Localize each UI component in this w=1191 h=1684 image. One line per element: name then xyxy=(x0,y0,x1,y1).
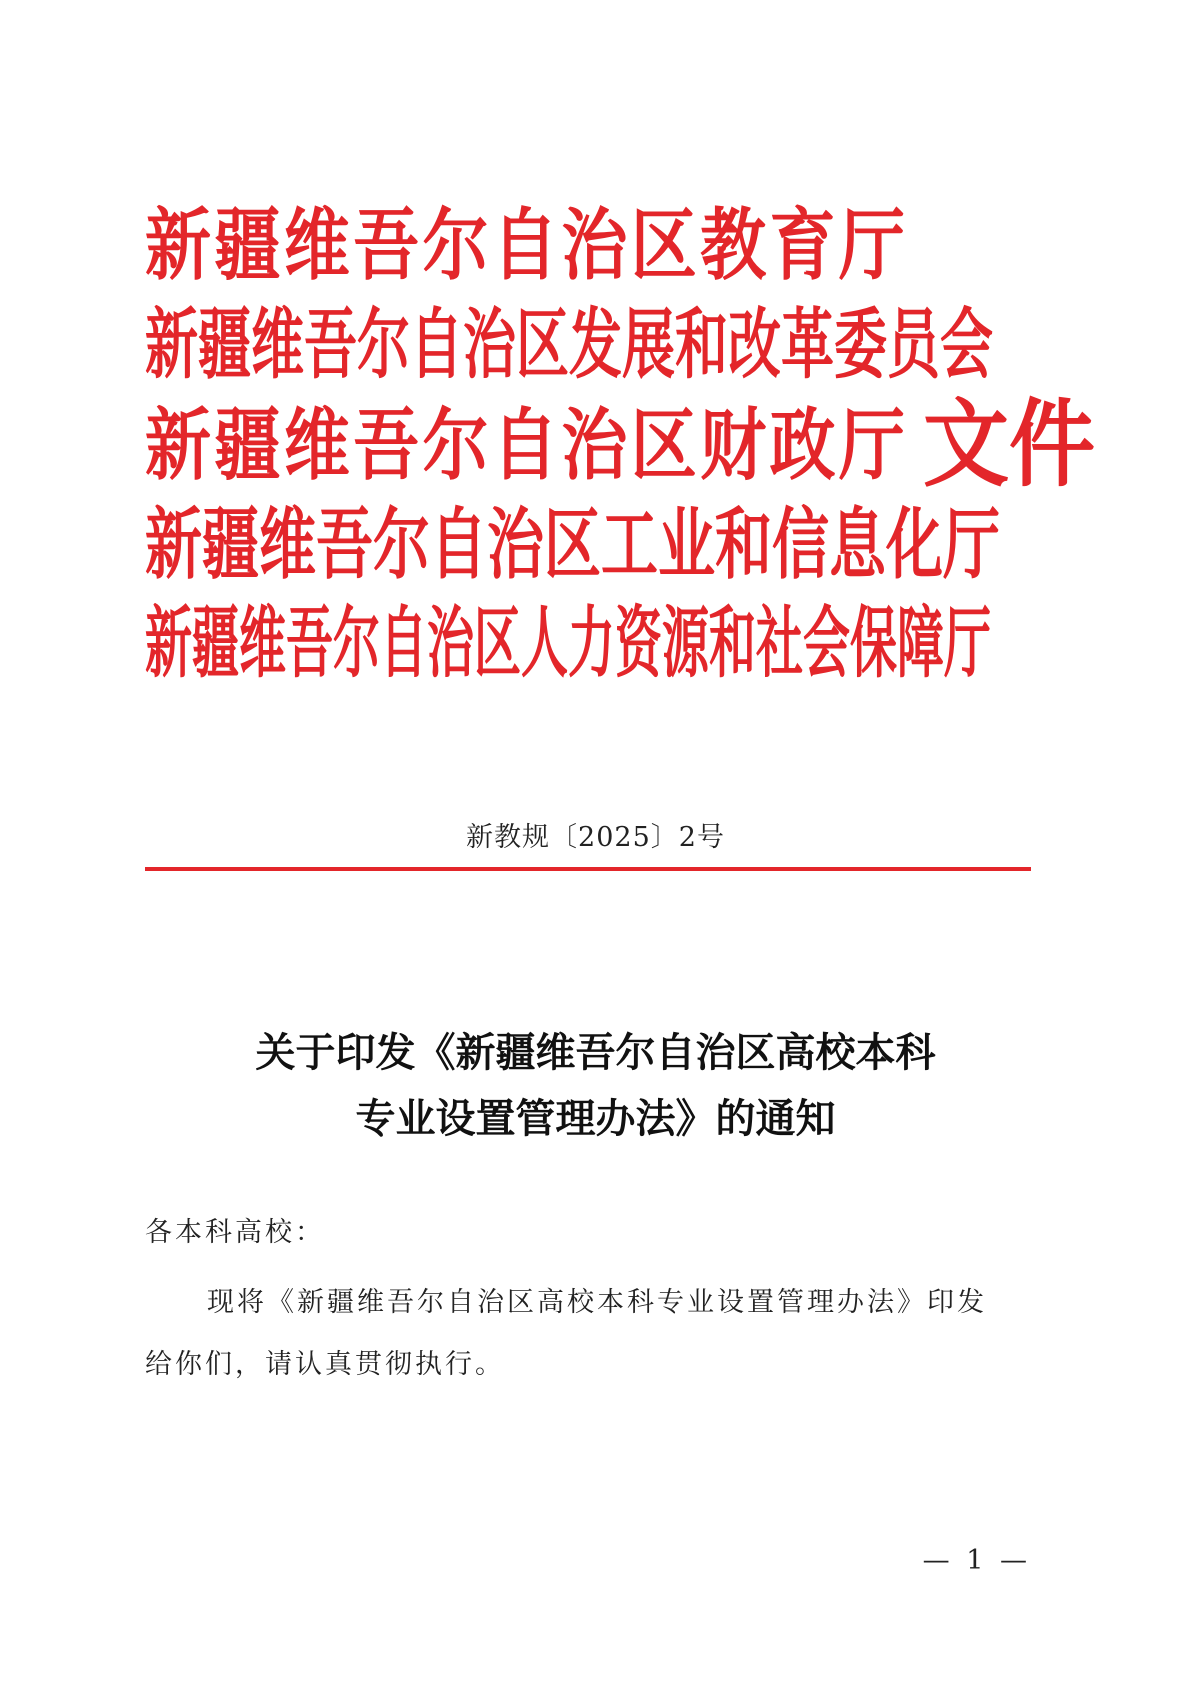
masthead-character: 和 xyxy=(709,599,756,690)
masthead-character: 育 xyxy=(769,198,836,292)
masthead-character: 区 xyxy=(630,398,697,492)
masthead-character: 息 xyxy=(829,498,886,590)
masthead-character: 政 xyxy=(769,398,836,492)
masthead-character: 障 xyxy=(897,599,944,690)
masthead-character: 尔 xyxy=(357,300,410,390)
masthead-character: 人 xyxy=(521,599,568,690)
masthead-character: 新 xyxy=(145,498,202,590)
masthead-character: 教 xyxy=(700,198,767,292)
masthead-character: 资 xyxy=(615,599,662,690)
salutation: 各本科高校： xyxy=(145,1217,325,1248)
masthead-character: 自 xyxy=(491,398,558,492)
masthead-document-suffix xyxy=(923,388,1095,500)
masthead-character: 治 xyxy=(427,599,474,690)
masthead-character: 件 xyxy=(1009,388,1095,500)
title-line-2: 专业设置管理办法》的通知 xyxy=(355,1095,836,1142)
masthead-character: 新 xyxy=(145,599,192,690)
masthead-character: 和 xyxy=(715,498,772,590)
masthead-character: 文 xyxy=(923,388,1009,500)
masthead-character: 员 xyxy=(887,300,940,390)
masthead-character: 自 xyxy=(430,498,487,590)
masthead-character: 展 xyxy=(622,300,675,390)
masthead-character: 保 xyxy=(850,599,897,690)
masthead-character: 新 xyxy=(145,300,198,390)
masthead-line-development-reform xyxy=(145,300,993,390)
masthead-line-human-resources xyxy=(145,599,991,690)
masthead-character: 社 xyxy=(756,599,803,690)
masthead-character: 维 xyxy=(259,498,316,590)
masthead-character: 治 xyxy=(561,398,628,492)
masthead-character: 会 xyxy=(940,300,993,390)
masthead-character: 治 xyxy=(561,198,628,292)
body-line-1: 现将《新疆维吾尔自治区高校本科专业设置管理办法》印发 xyxy=(207,1287,987,1318)
masthead-character: 委 xyxy=(834,300,887,390)
masthead-character: 维 xyxy=(239,599,286,690)
masthead-character: 尔 xyxy=(333,599,380,690)
masthead-character: 疆 xyxy=(198,300,251,390)
masthead-character: 信 xyxy=(772,498,829,590)
document-title xyxy=(0,1020,1191,1152)
title-line-1: 关于印发《新疆维吾尔自治区高校本科 xyxy=(255,1029,936,1076)
masthead-character: 会 xyxy=(803,599,850,690)
masthead-character: 尔 xyxy=(422,398,489,492)
masthead-character: 新 xyxy=(145,198,211,292)
masthead-character: 财 xyxy=(700,398,767,492)
masthead-character: 治 xyxy=(463,300,516,390)
body-paragraph xyxy=(145,1272,1045,1396)
masthead-character: 工 xyxy=(601,498,658,590)
body-line-2: 给你们，请认真贯彻执行。 xyxy=(145,1349,505,1380)
red-divider-line xyxy=(145,867,1031,871)
masthead-character: 疆 xyxy=(192,599,239,690)
masthead-character: 和 xyxy=(675,300,728,390)
masthead-character: 疆 xyxy=(214,398,281,492)
masthead-character: 改 xyxy=(728,300,781,390)
masthead-character: 维 xyxy=(251,300,304,390)
masthead-character: 业 xyxy=(658,498,715,590)
masthead-character: 吾 xyxy=(353,398,420,492)
masthead-character: 区 xyxy=(630,198,697,292)
masthead-character: 厅 xyxy=(943,498,1000,590)
masthead-character: 吾 xyxy=(286,599,333,690)
masthead-character: 厅 xyxy=(838,198,905,292)
masthead-character: 厅 xyxy=(944,599,991,690)
masthead-character: 区 xyxy=(516,300,569,390)
masthead-character: 区 xyxy=(544,498,601,590)
masthead-character: 吾 xyxy=(316,498,373,590)
masthead-character: 尔 xyxy=(422,198,489,292)
masthead-line-finance xyxy=(145,400,905,490)
masthead-character: 尔 xyxy=(373,498,430,590)
page-number: — 1 — xyxy=(922,1545,1031,1576)
document-masthead xyxy=(145,198,1095,720)
masthead-character: 力 xyxy=(568,599,615,690)
masthead-character: 厅 xyxy=(838,398,905,492)
masthead-character: 吾 xyxy=(304,300,357,390)
masthead-character: 吾 xyxy=(353,198,420,292)
masthead-character: 发 xyxy=(569,300,622,390)
masthead-character: 区 xyxy=(474,599,521,690)
masthead-character: 疆 xyxy=(202,498,259,590)
masthead-character: 自 xyxy=(380,599,427,690)
masthead-line-education xyxy=(145,200,905,290)
masthead-character: 维 xyxy=(283,398,350,492)
masthead-character: 自 xyxy=(410,300,463,390)
masthead-character: 自 xyxy=(491,198,558,292)
masthead-character: 疆 xyxy=(214,198,281,292)
document-number: 新教规〔2025〕2号 xyxy=(466,822,725,853)
masthead-character: 化 xyxy=(886,498,943,590)
masthead-character: 革 xyxy=(781,300,834,390)
masthead-character: 新 xyxy=(145,398,211,492)
masthead-character: 源 xyxy=(662,599,709,690)
masthead-character: 维 xyxy=(283,198,350,292)
masthead-character: 治 xyxy=(487,498,544,590)
